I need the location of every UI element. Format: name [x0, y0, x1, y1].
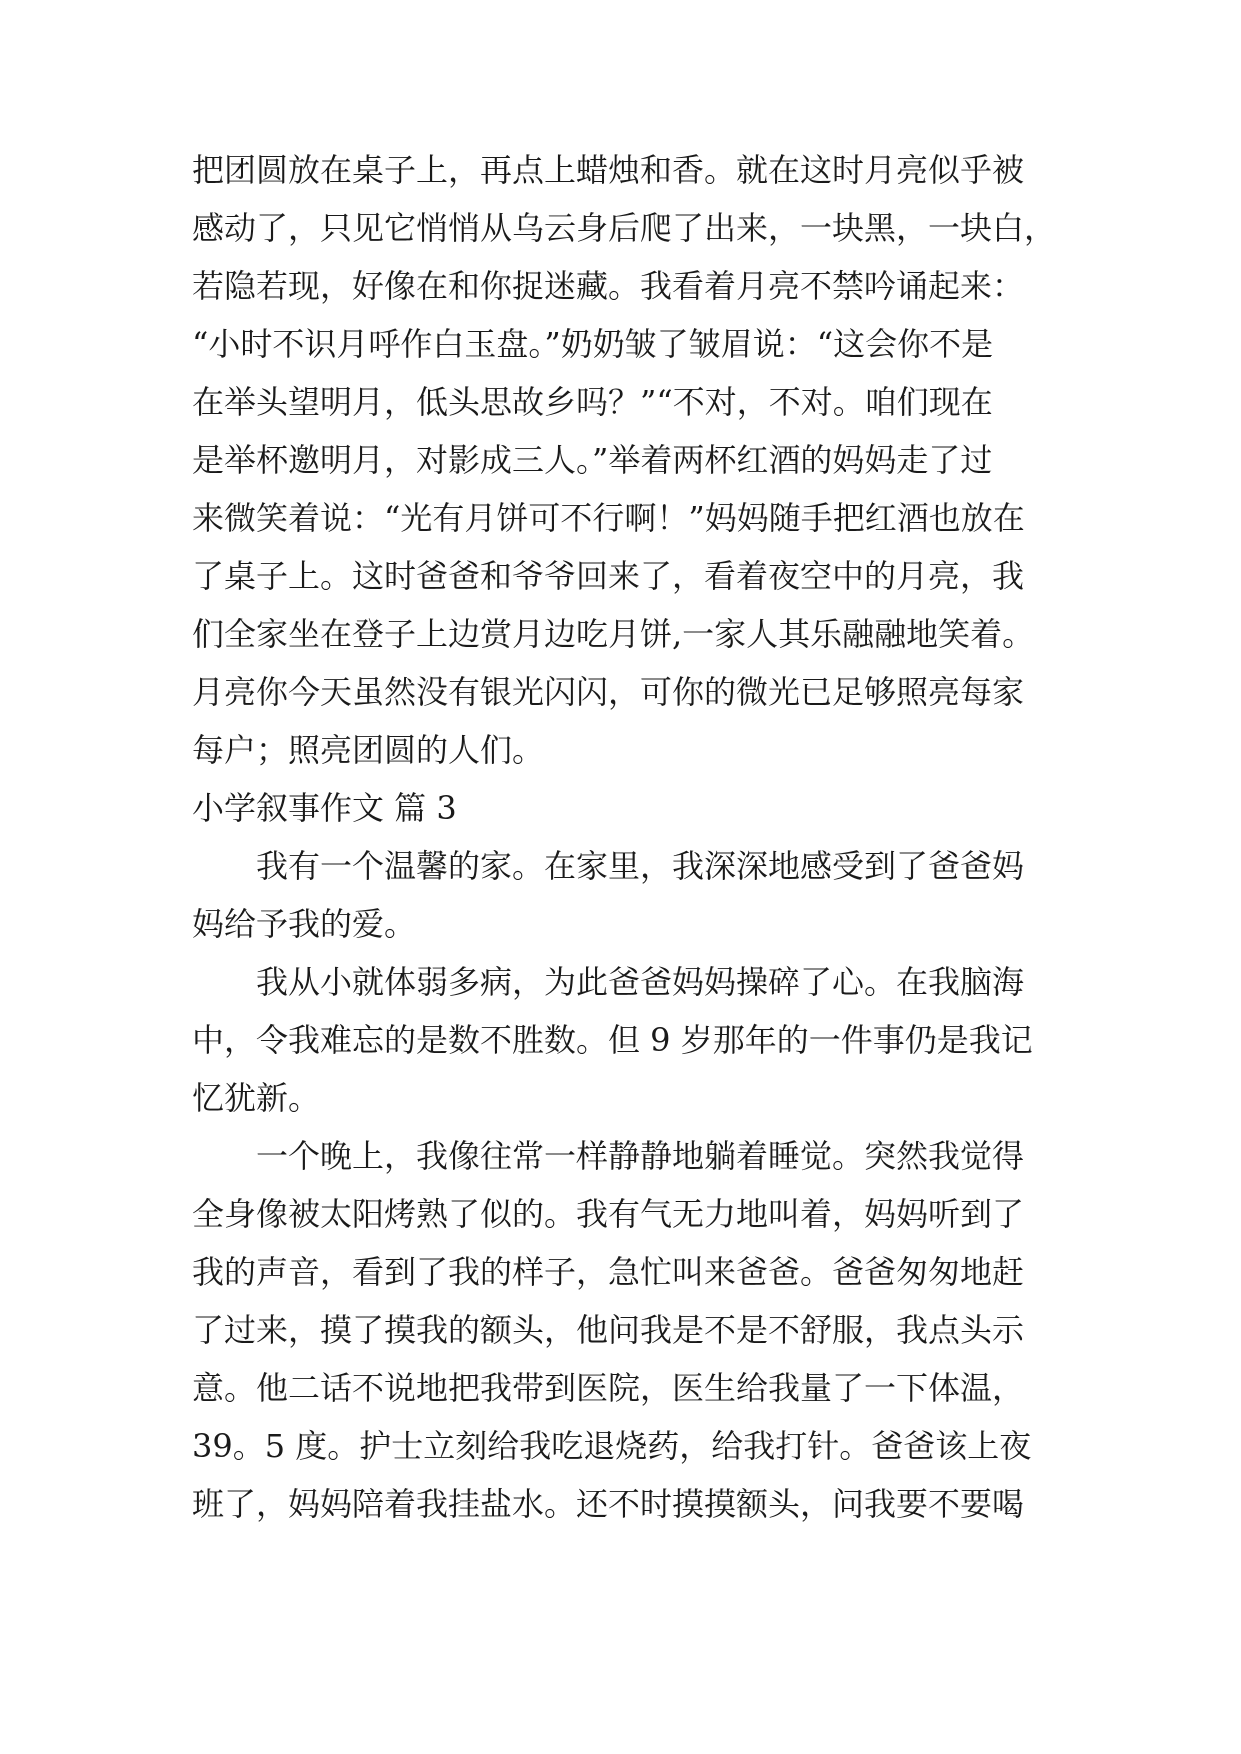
text-line: 每户；照亮团圆的人们。	[192, 731, 545, 769]
text-line: 在举头望明月，低头思故乡吗？”“不对，不对。咱们现在	[192, 383, 993, 421]
text-line: 班了，妈妈陪着我挂盐水。还不时摸摸额头，问我要不要喝	[192, 1485, 1025, 1523]
text-line: 39。5 度。护士立刻给我吃退烧药，给我打针。爸爸该上夜	[192, 1427, 1032, 1465]
text-line: 们全家坐在登子上边赏月边吃月饼,一家人其乐融融地笑着。	[192, 615, 1035, 653]
text-line: 全身像被太阳烤熟了似的。我有气无力地叫着，妈妈听到了	[192, 1195, 1025, 1233]
text-line: 了过来，摸了摸我的额头，他问我是不是不舒服，我点头示	[192, 1311, 1025, 1349]
text-line: 我的声音，看到了我的样子，急忙叫来爸爸。爸爸匆匆地赶	[192, 1253, 1025, 1291]
text-line: 中，令我难忘的是数不胜数。但 9 岁那年的一件事仍是我记	[192, 1021, 1033, 1059]
text-line: 我有一个温馨的家。在家里，我深深地感受到了爸爸妈	[256, 847, 1025, 885]
text-line: 意。他二话不说地把我带到医院，医生给我量了一下体温，	[192, 1369, 1025, 1407]
text-line: 忆犹新。	[192, 1079, 321, 1117]
text-line: 了桌子上。这时爸爸和爷爷回来了，看着夜空中的月亮，我	[192, 557, 1025, 595]
text-line: “小时不识月呼作白玉盘。”奶奶皱了皱眉说：“这会你不是	[192, 325, 994, 363]
text-line: 把团圆放在桌子上，再点上蜡烛和香。就在这时月亮似乎被	[192, 151, 1025, 189]
text-line: 是举杯邀明月，对影成三人。”举着两杯红酒的妈妈走了过	[192, 441, 993, 479]
text-line: 月亮你今天虽然没有银光闪闪，可你的微光已足够照亮每家	[192, 673, 1025, 711]
text-line: 感动了，只见它悄悄从乌云身后爬了出来，一块黑，一块白，	[192, 209, 1057, 247]
section-heading: 小学叙事作文 篇 3	[192, 789, 457, 827]
text-line: 若隐若现，好像在和你捉迷藏。我看着月亮不禁吟诵起来：	[192, 267, 1025, 305]
text-line: 一个晚上，我像往常一样静静地躺着睡觉。突然我觉得	[256, 1137, 1025, 1175]
text-line: 我从小就体弱多病，为此爸爸妈妈操碎了心。在我脑海	[256, 963, 1025, 1001]
text-line: 来微笑着说：“光有月饼可不行啊！”妈妈随手把红酒也放在	[192, 499, 1025, 537]
text-line: 妈给予我的爱。	[192, 905, 417, 943]
